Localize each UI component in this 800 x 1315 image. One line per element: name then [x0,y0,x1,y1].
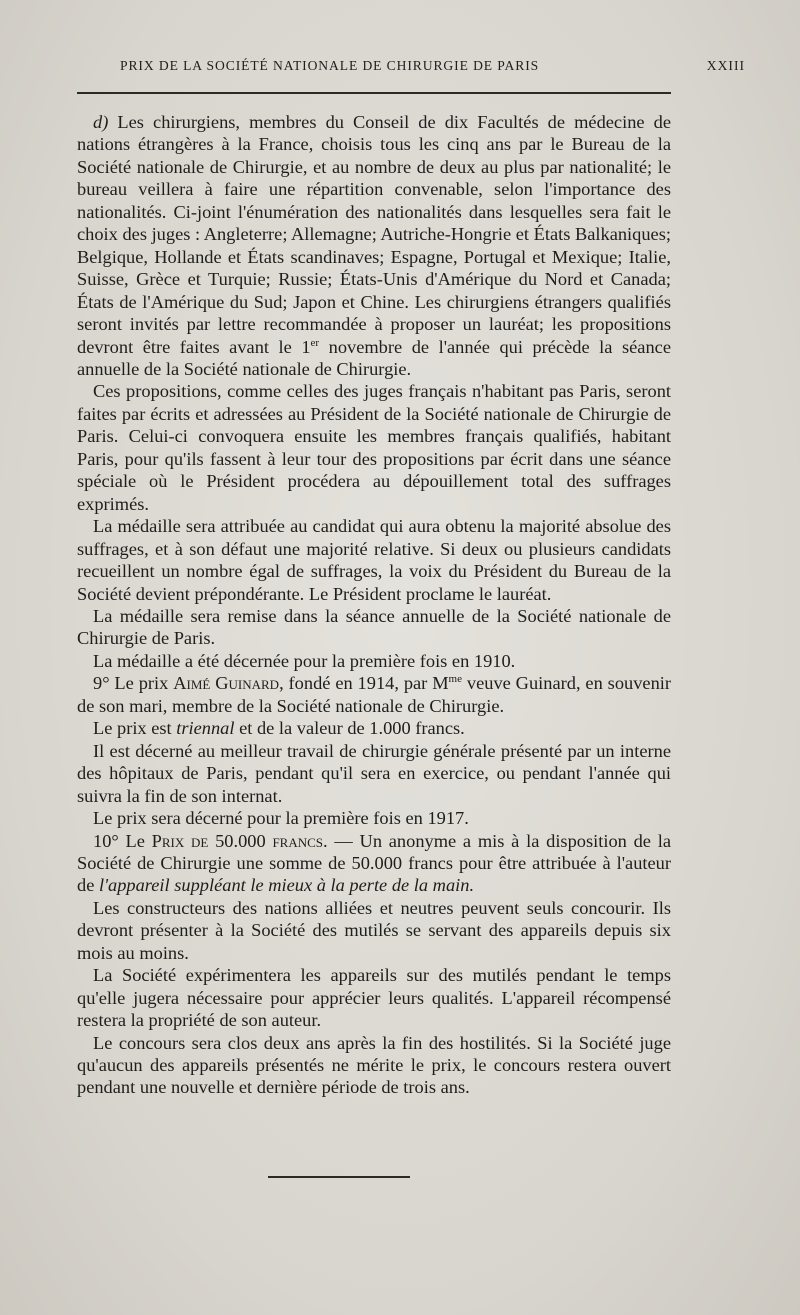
paragraph-constructeurs: Les constructeurs des nations alliées et neutres peuvent seuls concourir. Ils devront présenter à la Société des mutilés se servant des appareils depuis six mois au moins. [77,897,671,963]
paragraph-experimentation: La Société expérimentera les appareils sur des mutilés pendant le temps qu'elle jugera nécessaire pour apprécier leurs qualités. L'appareil récompensé restera la propriété de son auteur. [77,965,671,1031]
superscript: er [310,336,320,349]
paragraph-premiere-fois: La médaille a été décernée pour la première fois en 1910. [93,650,516,671]
paragraph-prix-50000: 10° Le Prix de 50.000 francs. — Un anonyme a mis à la disposition de la Société de Chirurgie une somme de 50.000 francs pour être attribuée à l'auteur de l'appareil suppléant le mieux à la perte de la main. [77,830,671,896]
paragraph-prix-guinard: 9° Le prix Aimé Guinard, fondé en 1914, par $M^{me}$ veuve Guinard, en souvenir de son mari, membre de la Société nationale de Chirurgie. [77,673,672,716]
paragraph-propositions: Ces propositions, comme celles des juges français n'habitant pas Paris, seront faites par écrits et adressées au Président de la Société nationale de Chirurgie de Paris. Celui-ci convoquera ensuite les membres français qualifiés, habitant Paris, pour qu'ils fassent à leur tour des propositions par écrit dans une séance spéciale où le Président procédera au dépouillement total des suffrages exprimés. [77,381,671,514]
item-label: d) [93,112,109,132]
prize-name: Prix de 50.000 francs [151,830,324,851]
paragraph-majorite: La médaille sera attribuée au candidat qui aura obtenu la majorité absolue des suffrages, et à son défaut une majorité relative. Si deux ou plusieurs candidats recueillent un nombre égal de suffrages, la voix du Président du Bureau de la Société devient prépondérante. Le Président proclame le lauréat. [77,516,671,604]
italic-term: triennal [176,718,235,739]
superscript: me [448,673,462,686]
end-rule [268,1176,410,1178]
paragraph-decerne: Il est décerné au meilleur travail de chirurgie générale présenté par un interne des hôpitaux de Paris, pendant qu'il sera en exercice, ou pendant l'année qui suivra la fin de son internat. [77,740,671,806]
paragraph-triennal: Le prix est triennal et de la valeur de 1.000 francs. [93,718,465,739]
body-text [77,111,671,1099]
paragraph-d: d) Les chirurgiens, membres du Conseil de dix Facultés de médecine de nations étrangères à la France, choisis tous les cinq ans par le Bureau de la Société nationale de Chirurgie, et au nombre de deux au plus par nationalité; le bureau veillera à faire une répartition convenable, selon l'importance des nationalités. Ci-joint l'énumération des nationalités dans lesquelles sera fait le choix des juges : Angleterre; Allemagne; Autriche-Hongrie et États Balkaniques; Belgique, Hollande et États scandinaves; Espagne, Portugal et Mexique; Italie, Suisse, Grèce et Turquie; Russie; États-Unis d'Amérique du Nord et Canada; États de l'Amérique du Sud; Japon et Chine. Les chirurgiens étrangers qualifiés seront invités par lettre recommandée à proposer un lauréat; les propositions devront être faites avant le 1er novembre de l'année qui précède la séance annuelle de la Société nationale de Chirurgie. [77,112,671,379]
paragraph-concours: Le concours sera clos deux ans après la fin des hostilités. Si la Société juge qu'aucun des appareils présentés ne mérite le prix, le concours restera ouvert pendant une nouvelle et dernière période de trois ans. [77,1032,671,1098]
header-rule [77,92,671,94]
italic-term: l'appareil suppléant le mieux à la perte de la main. [98,875,475,896]
page-number: XXIII [706,58,745,73]
prize-name: Aimé Guinard [173,673,280,694]
paragraph-remise: La médaille sera remise dans la séance annuelle de la Société nationale de Chirurgie de Paris. [77,605,671,649]
running-header [120,58,745,74]
paragraph-1917: Le prix sera décerné pour la première fois en 1917. [93,808,469,829]
running-title: PRIX DE LA SOCIÉTÉ NATIONALE DE CHIRURGIE DE PARIS [120,58,540,73]
